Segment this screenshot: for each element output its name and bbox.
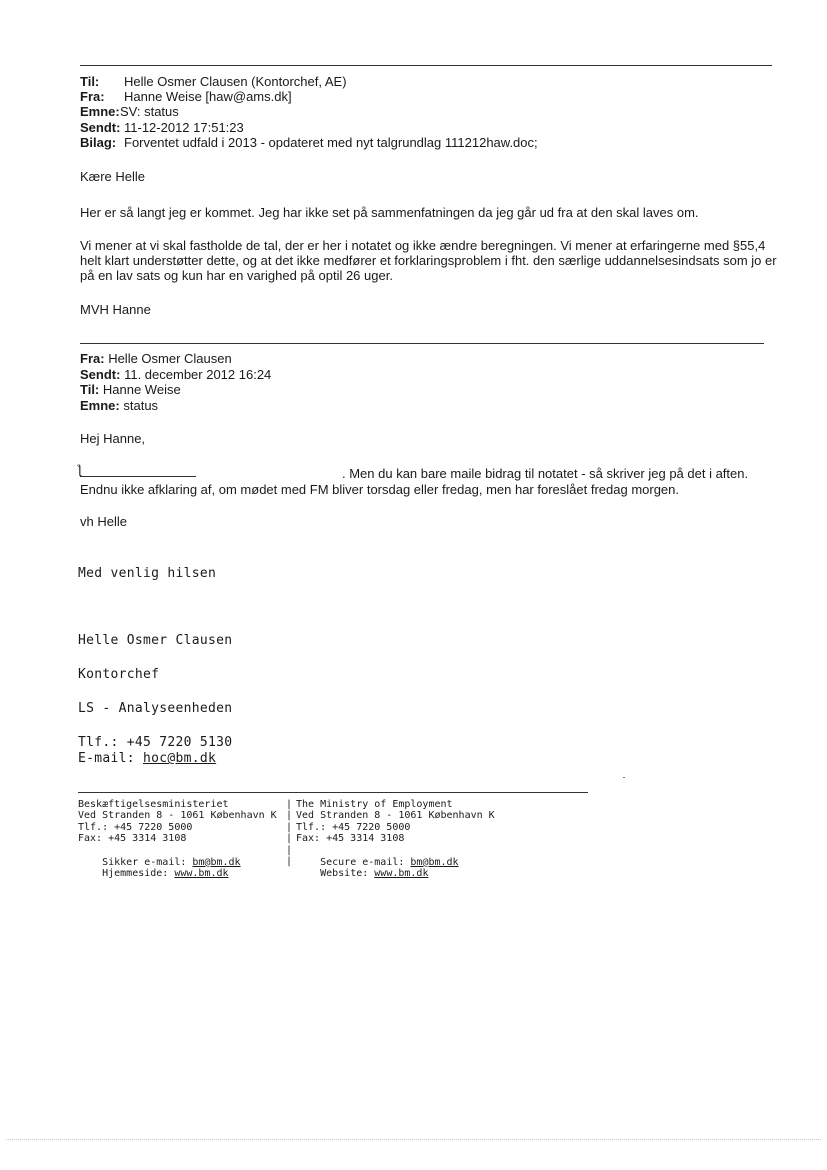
- signature-phone: Tlf.: +45 7220 5130: [78, 735, 233, 750]
- orig-subject-value: status: [123, 398, 159, 413]
- footer-divider: [78, 792, 588, 793]
- footer-bar-6: |: [286, 856, 293, 867]
- quote-divider: [80, 343, 764, 344]
- signature-email-row: [78, 750, 216, 767]
- reply-paragraph-1: Her er så langt jeg er kommet. Jeg har ikke set på sammenfatningen da jeg går ud fra at den skal laves om.: [80, 205, 699, 220]
- reply-signoff: MVH Hanne: [80, 302, 151, 317]
- orig-to-value: Hanne Weise: [102, 382, 181, 397]
- original-subject-row: [80, 398, 158, 414]
- original-from-row: [80, 351, 232, 367]
- footer-left-web-row: [78, 856, 229, 891]
- original-to-row: [80, 382, 181, 398]
- reply-sent-row: [80, 120, 244, 136]
- original-sent-row: [80, 367, 271, 383]
- reply-attachment-row: [80, 135, 538, 151]
- reply-to-row: [80, 74, 347, 90]
- subject-label: Emne:: [80, 104, 120, 119]
- footer-right-web-label: Website:: [320, 867, 375, 879]
- signature-title: Kontorchef: [78, 667, 160, 682]
- reply-greeting: Kære Helle: [80, 169, 146, 184]
- from-value: Hanne Weise [haw@ams.dk]: [124, 89, 292, 104]
- original-signoff: vh Helle: [80, 514, 127, 529]
- scan-speck: [623, 777, 625, 778]
- email-link[interactable]: hoc@bm.dk: [143, 751, 217, 766]
- footer-right-org: The Ministry of Employment: [296, 799, 453, 810]
- footer-right-secure-label: Secure e-mail:: [320, 856, 411, 868]
- reply-paragraph-2-line-3: på en lav sats og kun har en varighed på optil 26 uger.: [80, 268, 393, 283]
- footer-left-web-label: Hjemmeside:: [102, 867, 175, 879]
- scan-edge-line: [6, 1139, 821, 1140]
- footer-bar-3: |: [286, 822, 293, 833]
- footer-bar-5: |: [286, 845, 293, 856]
- footer-right-fax: Fax: +45 3314 3108: [296, 833, 405, 844]
- to-label: Til:: [80, 74, 100, 89]
- from-label: Fra:: [80, 89, 105, 104]
- footer-right-address: Ved Stranden 8 - 1061 København K: [296, 810, 495, 821]
- reply-subject-row: [80, 104, 179, 120]
- attachment-label: Bilag:: [80, 135, 117, 150]
- original-greeting: Hej Hanne,: [80, 431, 146, 446]
- footer-left-secure-link[interactable]: bm@bm.dk: [192, 856, 241, 868]
- reply-paragraph-2-line-2: helt klart understøtter dette, og at det ikke medfører et forklaringsproblem i fht. den særlige uddannelsesindsats som jo er: [80, 253, 777, 268]
- redaction-mark: ƪ: [77, 462, 82, 477]
- top-divider: [80, 65, 772, 66]
- footer-right-secure-link[interactable]: bm@bm.dk: [410, 856, 459, 868]
- footer-left-secure-label: Sikker e-mail:: [102, 856, 193, 868]
- signature-name: Helle Osmer Clausen: [78, 633, 233, 648]
- orig-sent-value: 11. december 2012 16:24: [124, 367, 272, 382]
- orig-to-label: Til:: [80, 382, 100, 397]
- footer-right-web-link[interactable]: www.bm.dk: [374, 867, 429, 879]
- attachment-value[interactable]: Forventet udfald i 2013 - opdateret med nyt talgrundlag 111212haw.doc;: [124, 135, 538, 150]
- original-line-1: . Men du kan bare maile bidrag til notatet - så skriver jeg på det i aften.: [342, 466, 749, 481]
- redaction-line: [80, 476, 196, 477]
- orig-from-label: Fra:: [80, 351, 105, 366]
- orig-subject-label: Emne:: [80, 398, 120, 413]
- signature-unit: LS - Analyseenheden: [78, 701, 233, 716]
- reply-paragraph-2-line-1: Vi mener at vi skal fastholde de tal, der er her i notatet og ikke ændre beregningen. Vi mener at erfaringerne med §55,4: [80, 238, 766, 253]
- footer-bar-2: |: [286, 810, 293, 821]
- footer-right-phone: Tlf.: +45 7220 5000: [296, 822, 411, 833]
- to-value: Helle Osmer Clausen (Kontorchef, AE): [124, 74, 347, 89]
- footer-bar-1: |: [286, 799, 293, 810]
- subject-value: SV: status: [120, 104, 179, 119]
- footer-right-web-row: [296, 856, 428, 891]
- sent-value: 11-12-2012 17:51:23: [124, 120, 244, 135]
- footer-left-phone: Tlf.: +45 7220 5000: [78, 822, 193, 833]
- email-label: E-mail:: [78, 751, 144, 766]
- orig-sent-label: Sendt:: [80, 367, 121, 382]
- footer-left-address: Ved Stranden 8 - 1061 København K: [78, 810, 277, 821]
- footer-left-org: Beskæftigelsesministeriet: [78, 799, 229, 810]
- reply-from-row: [80, 89, 292, 105]
- orig-from-value: Helle Osmer Clausen: [108, 351, 232, 366]
- original-line-2: Endnu ikke afklaring af, om mødet med FM bliver torsdag eller fredag, men har foreslået fredag morgen.: [80, 482, 680, 497]
- sent-label: Sendt:: [80, 120, 121, 135]
- footer-left-fax: Fax: +45 3314 3108: [78, 833, 187, 844]
- signature-closing: Med venlig hilsen: [78, 566, 217, 581]
- footer-left-web-link[interactable]: www.bm.dk: [174, 867, 229, 879]
- footer-bar-4: |: [286, 833, 293, 844]
